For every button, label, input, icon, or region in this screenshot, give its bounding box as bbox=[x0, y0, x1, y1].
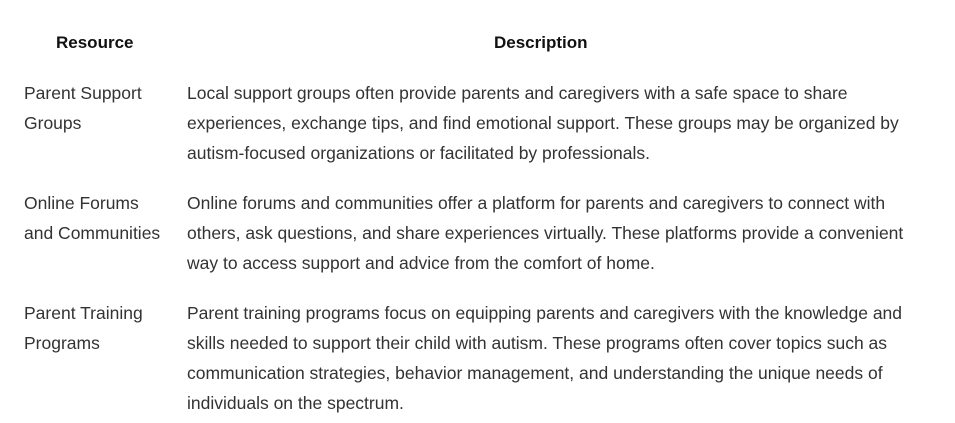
resource-cell: Parent Training Programs bbox=[24, 303, 143, 353]
column-header-resource: Resource bbox=[56, 33, 134, 52]
table-row bbox=[0, 298, 955, 418]
resource-cell: Parent Support Groups bbox=[24, 83, 142, 133]
description-cell: Online forums and communities offer a platform for parents and caregivers to connect with others, ask questions, and share experiences virtually. These platforms provide a convenient way to access support and advice from the comfort of home. bbox=[187, 193, 904, 273]
table-header-row bbox=[0, 0, 955, 72]
resource-cell: Online Forums and Communities bbox=[24, 193, 161, 243]
table-row bbox=[0, 78, 955, 178]
description-cell: Local support groups often provide parents and caregivers with a safe space to share experiences, exchange tips, and find emotional support. These groups may be organized by autism-focused organizations or facilitated by professionals. bbox=[187, 83, 899, 163]
table-row bbox=[0, 188, 955, 288]
column-header-description: Description bbox=[494, 33, 588, 52]
description-cell: Parent training programs focus on equipping parents and caregivers with the knowledge and skills needed to support their child with autism. These programs often cover topics such as communication strategies, behavior management, and understanding the unique needs of individuals on the spectrum. bbox=[187, 303, 903, 413]
